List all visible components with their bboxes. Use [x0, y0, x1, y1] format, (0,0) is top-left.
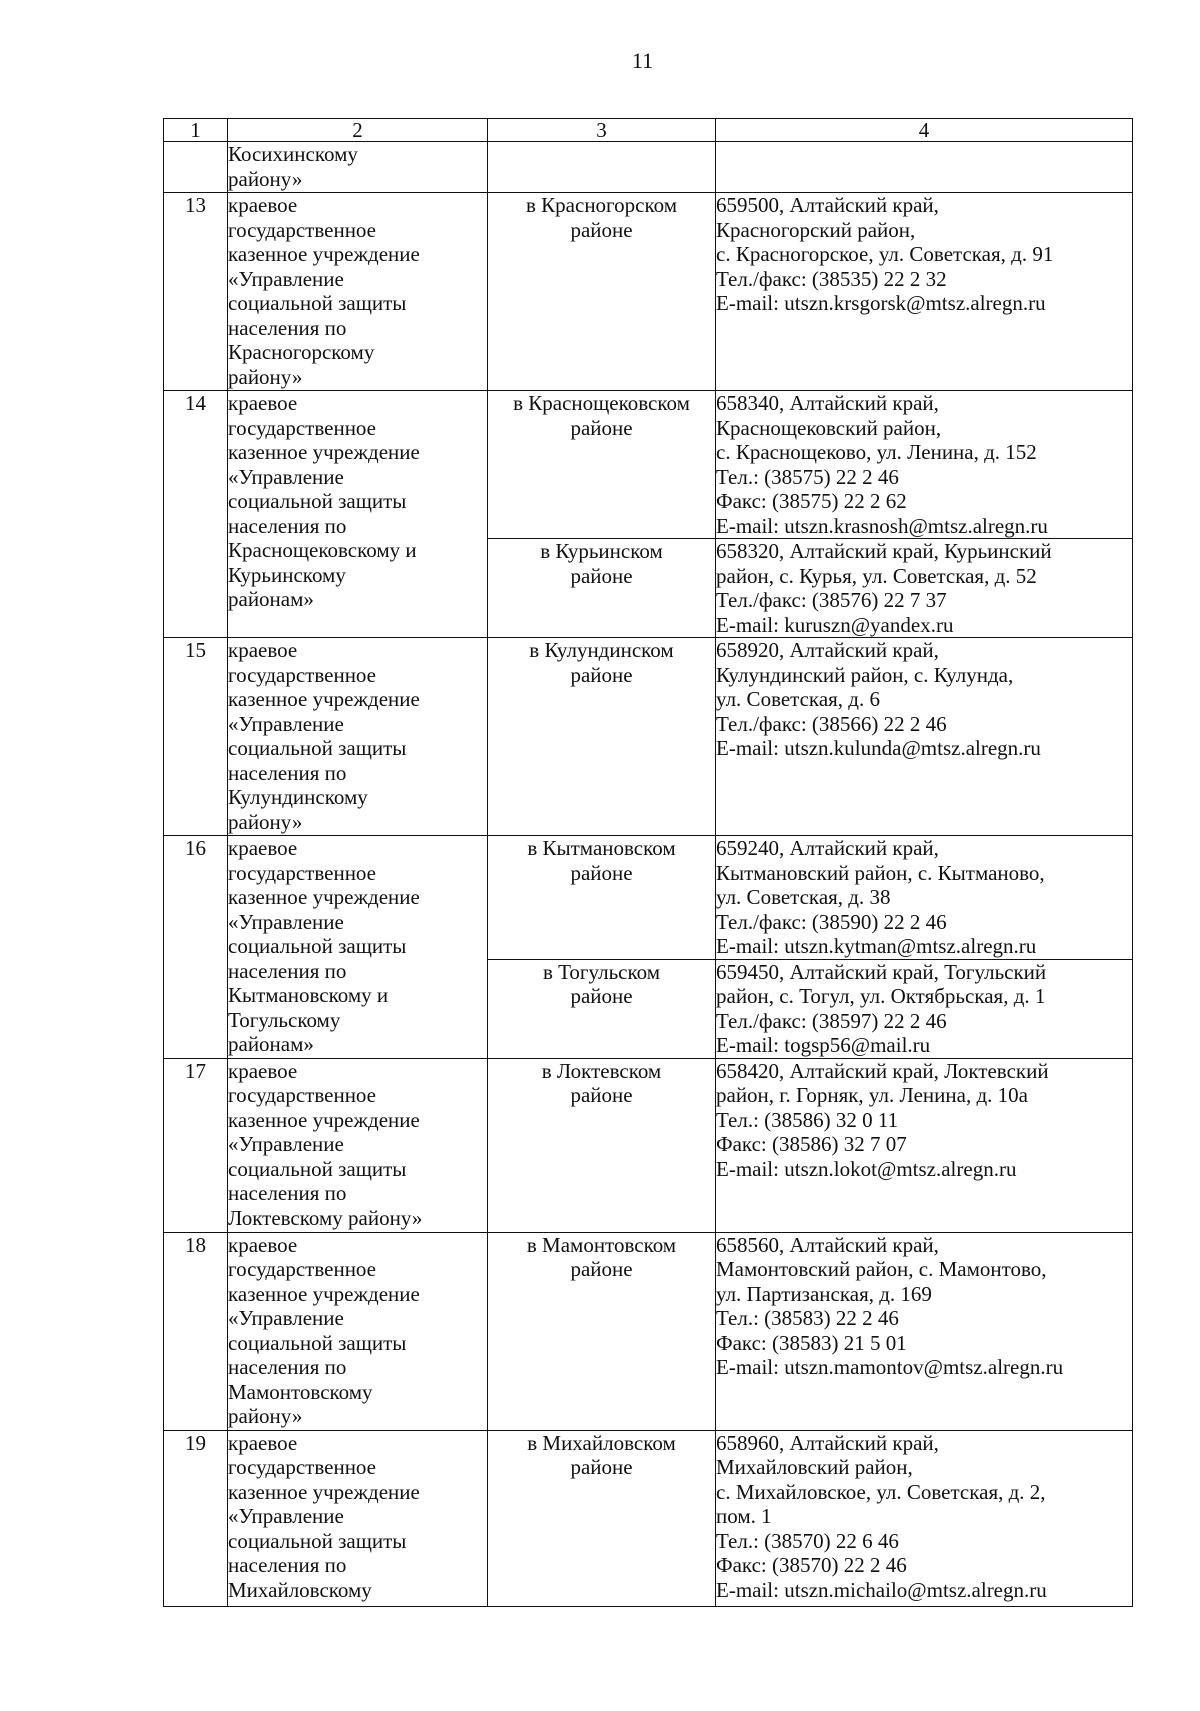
department: в Локтевском районе — [488, 1058, 716, 1232]
table-row — [164, 193, 1133, 391]
department: в Кытмановском районе — [488, 836, 716, 960]
column-header-4: 4 — [716, 119, 1133, 142]
table-row — [164, 638, 1133, 836]
table-row — [164, 1232, 1133, 1430]
department: в Кулундинском районе — [488, 638, 716, 836]
department: в Краснощековском районе — [488, 391, 716, 539]
address: 658320, Алтайский край, Курьинский район, с. Курья, ул. Советская, д. 52 Тел./факс: (38576) 22 7 37 E-mail: kuruszn@yandex.ru — [716, 539, 1133, 638]
column-header-3: 3 — [488, 119, 716, 142]
row-number: 17 — [164, 1058, 228, 1232]
row-number: 16 — [164, 836, 228, 1059]
address: 658960, Алтайский край, Михайловский район, с. Михайловское, ул. Советская, д. 2, пом. 1 Тел.: (38570) 22 6 46 Факс: (38570) 22 2 46 E-mail: utszn.michailo@mtsz.alregn.ru — [716, 1430, 1133, 1606]
department — [488, 142, 716, 193]
row-number: 15 — [164, 638, 228, 836]
table-row — [164, 836, 1133, 960]
address — [716, 142, 1133, 193]
institution-name: краевое государственное казенное учреждение «Управление социальной защиты населения по Красногорскому району» — [228, 193, 488, 391]
institution-name: краевое государственное казенное учреждение «Управление социальной защиты населения по Кулундинскому району» — [228, 638, 488, 836]
institutions-table — [163, 118, 1133, 1607]
page-number: 11 — [631, 48, 654, 73]
institution-name: Косихинскому району» — [228, 142, 488, 193]
institution-name: краевое государственное казенное учреждение «Управление социальной защиты населения по Мамонтовскому району» — [228, 1232, 488, 1430]
table-row — [164, 391, 1133, 539]
table-row — [164, 1058, 1133, 1232]
department: в Михайловском районе — [488, 1430, 716, 1606]
institution-name: краевое государственное казенное учреждение «Управление социальной защиты населения по Локтевскому району» — [228, 1058, 488, 1232]
table-row — [164, 1430, 1133, 1606]
institution-name: краевое государственное казенное учреждение «Управление социальной защиты населения по Кытмановскому и Тогульскому районам» — [228, 836, 488, 1059]
row-number — [164, 142, 228, 193]
row-number: 13 — [164, 193, 228, 391]
address: 658920, Алтайский край, Кулундинский район, с. Кулунда, ул. Советская, д. 6 Тел./факс: (38566) 22 2 46 E-mail: utszn.kulunda@mtsz.alregn.ru — [716, 638, 1133, 836]
continuation-row — [164, 142, 1133, 193]
department: в Тогульском районе — [488, 959, 716, 1058]
address: 658560, Алтайский край, Мамонтовский район, с. Мамонтово, ул. Партизанская, д. 169 Тел.: (38583) 22 2 46 Факс: (38583) 21 5 01 E-mail: utszn.mamontov@mtsz.alregn.ru — [716, 1232, 1133, 1430]
address: 658420, Алтайский край, Локтевский район, г. Горняк, ул. Ленина, д. 10а Тел.: (38586) 32 0 11 Факс: (38586) 32 7 07 E-mail: utszn.lokot@mtsz.alregn.ru — [716, 1058, 1133, 1232]
header-row — [164, 119, 1133, 142]
address: 659450, Алтайский край, Тогульский район, с. Тогул, ул. Октябрьская, д. 1 Тел./факс: (38597) 22 2 46 E-mail: togsp56@mail.ru — [716, 959, 1133, 1058]
row-number: 14 — [164, 391, 228, 638]
row-number: 18 — [164, 1232, 228, 1430]
department: в Мамонтовском районе — [488, 1232, 716, 1430]
address: 659500, Алтайский край, Красногорский район, с. Красногорское, ул. Советская, д. 91 Тел./факс: (38535) 22 2 32 E-mail: utszn.krsgorsk@mtsz.alregn.ru — [716, 193, 1133, 391]
address: 659240, Алтайский край, Кытмановский район, с. Кытманово, ул. Советская, д. 38 Тел./факс: (38590) 22 2 46 E-mail: utszn.kytman@mtsz.alregn.ru — [716, 836, 1133, 960]
department: в Красногорском районе — [488, 193, 716, 391]
institution-name: краевое государственное казенное учреждение «Управление социальной защиты населения по Михайловскому — [228, 1430, 488, 1606]
address: 658340, Алтайский край, Краснощековский район, с. Краснощеково, ул. Ленина, д. 152 Тел.: (38575) 22 2 46 Факс: (38575) 22 2 62 E-mail: utszn.krasnosh@mtsz.alregn.ru — [716, 391, 1133, 539]
row-number: 19 — [164, 1430, 228, 1606]
column-header-1: 1 — [164, 119, 228, 142]
institution-name: краевое государственное казенное учреждение «Управление социальной защиты населения по Краснощековскому и Курьинскому районам» — [228, 391, 488, 638]
column-header-2: 2 — [228, 119, 488, 142]
department: в Курьинском районе — [488, 539, 716, 638]
